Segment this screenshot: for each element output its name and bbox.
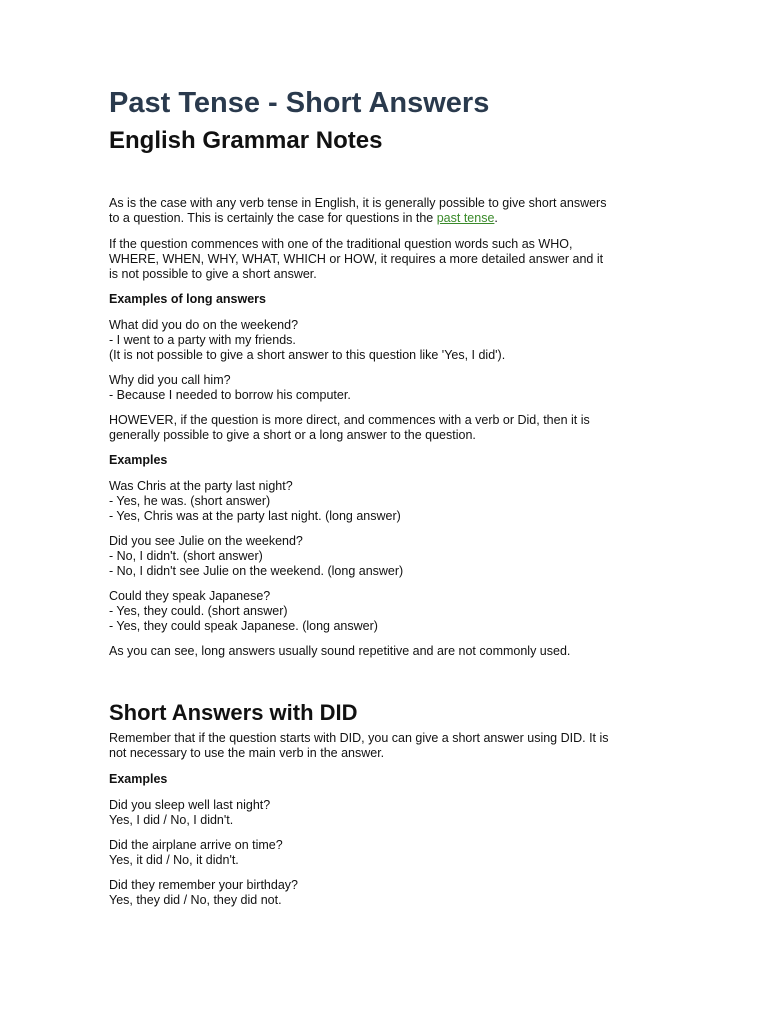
intro-line-2-end: .	[494, 211, 498, 225]
did-example-3	[109, 878, 669, 908]
examples-heading: Examples	[109, 453, 168, 467]
however-paragraph	[109, 413, 669, 443]
long-example-1	[109, 318, 669, 363]
example-answer: Yes, they did / No, they did not.	[109, 893, 282, 907]
example-short-answer: - Yes, he was. (short answer)	[109, 494, 271, 508]
page-subtitle: English Grammar Notes	[109, 127, 383, 154]
example-3	[109, 589, 669, 634]
paragraph-line: not necessary to use the main verb in the answer.	[109, 746, 385, 760]
page-title: Past Tense - Short Answers	[109, 87, 490, 119]
example-short-answer: - No, I didn't. (short answer)	[109, 549, 263, 563]
question-words-paragraph	[109, 237, 669, 282]
example-long-answer: - Yes, Chris was at the party last night. (long answer)	[109, 509, 401, 523]
example-answer: - Because I needed to borrow his computer.	[109, 388, 351, 402]
conclusion-paragraph: As you can see, long answers usually sound repetitive and are not commonly used.	[109, 644, 571, 658]
long-example-2	[109, 373, 669, 403]
example-question: Could they speak Japanese?	[109, 589, 271, 603]
did-section-title: Short Answers with DID	[109, 700, 358, 725]
example-answer: Yes, I did / No, I didn't.	[109, 813, 234, 827]
example-2	[109, 534, 669, 579]
paragraph-line: Remember that if the question starts with DID, you can give a short answer using DID. It is	[109, 731, 609, 745]
intro-paragraph	[109, 196, 669, 226]
intro-line-2-text: to a question. This is certainly the case for questions in the	[109, 211, 437, 225]
did-example-1	[109, 798, 669, 828]
example-note: (It is not possible to give a short answer to this question like 'Yes, I did').	[109, 348, 506, 362]
example-question: Did they remember your birthday?	[109, 878, 298, 892]
example-question: Did you sleep well last night?	[109, 798, 271, 812]
example-question: Was Chris at the party last night?	[109, 479, 293, 493]
example-1	[109, 479, 669, 524]
paragraph-line: HOWEVER, if the question is more direct, and commences with a verb or Did, then it is	[109, 413, 590, 427]
example-answer: Yes, it did / No, it didn't.	[109, 853, 239, 867]
example-question: What did you do on the weekend?	[109, 318, 299, 332]
intro-line-2	[109, 211, 669, 226]
example-long-answer: - Yes, they could speak Japanese. (long answer)	[109, 619, 378, 633]
example-long-answer: - No, I didn't see Julie on the weekend. (long answer)	[109, 564, 404, 578]
paragraph-line: is not possible to give a short answer.	[109, 267, 317, 281]
paragraph-line: WHERE, WHEN, WHY, WHAT, WHICH or HOW, it requires a more detailed answer and it	[109, 252, 604, 266]
long-answers-heading: Examples of long answers	[109, 292, 266, 306]
example-answer: - I went to a party with my friends.	[109, 333, 296, 347]
past-tense-link[interactable]: past tense	[436, 211, 495, 225]
did-intro-paragraph	[109, 731, 669, 761]
paragraph-line: If the question commences with one of the traditional question words such as WHO,	[109, 237, 573, 251]
example-short-answer: - Yes, they could. (short answer)	[109, 604, 288, 618]
did-examples-heading: Examples	[109, 772, 168, 786]
example-question: Did the airplane arrive on time?	[109, 838, 283, 852]
example-question: Why did you call him?	[109, 373, 231, 387]
did-example-2	[109, 838, 669, 868]
example-question: Did you see Julie on the weekend?	[109, 534, 303, 548]
paragraph-line: generally possible to give a short or a long answer to the question.	[109, 428, 476, 442]
intro-line-1: As is the case with any verb tense in English, it is generally possible to give short answers	[109, 196, 607, 210]
